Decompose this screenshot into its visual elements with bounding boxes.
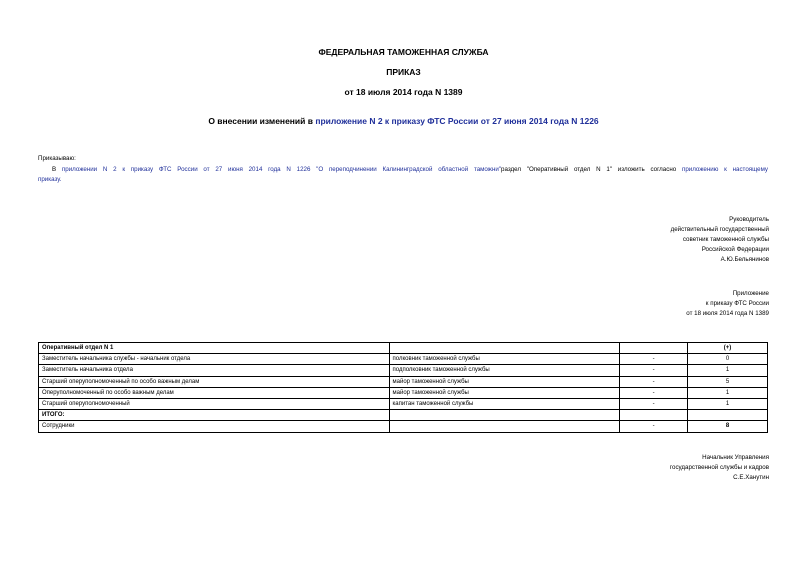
footer-signature-line: государственной службы и кадров — [669, 464, 769, 471]
table-cell: Сотрудники — [39, 421, 390, 432]
document-title — [0, 116, 807, 126]
order-word: Приказываю: — [38, 155, 76, 162]
table-cell — [620, 410, 688, 421]
document-date-number: от 18 июля 2014 года N 1389 — [344, 87, 463, 97]
table-cell: Заместитель начальника отдела — [39, 365, 390, 376]
signature-block — [469, 215, 769, 265]
table-cell: майор таможенной службы — [389, 387, 620, 398]
table-cell: ИТОГО: — [39, 410, 390, 421]
table-cell: - — [620, 354, 688, 365]
table-row — [39, 354, 768, 365]
title-link[interactable]: приложение N 2 к приказу ФТС России от 27 июня 2014 года N 1226 — [315, 116, 599, 126]
table-cell: 1 — [688, 398, 768, 409]
table-cell: майор таможенной службы — [389, 376, 620, 387]
paragraph-link-appendix2[interactable]: приложении N 2 к приказу ФТС России от 27 июня 2014 года N 1226 "О переподчинении Калининградской областной таможни" — [61, 166, 502, 173]
table-cell: Оперуполномоченный по особо важным делам — [39, 387, 390, 398]
table-cell: Заместитель начальника службы - начальник отдела — [39, 354, 390, 365]
order-paragraph-line1 — [38, 165, 768, 175]
table-cell: 5 — [688, 376, 768, 387]
table-header-row — [39, 343, 768, 354]
table-cell: - — [620, 387, 688, 398]
agency-name: ФЕДЕРАЛЬНАЯ ТАМОЖЕННАЯ СЛУЖБА — [318, 47, 489, 57]
table-cell: подполковник таможенной службы — [389, 365, 620, 376]
signature-line: Российской Федерации — [701, 246, 769, 253]
table-cell: полковник таможенной службы — [389, 354, 620, 365]
table-cell: Старший оперуполномоченный — [39, 398, 390, 409]
order-paragraph-line2 — [38, 175, 768, 185]
table-cell: - — [620, 421, 688, 432]
appendix-block — [469, 289, 769, 319]
table-cell — [389, 421, 620, 432]
table-cell — [389, 343, 620, 354]
table-cell — [389, 410, 620, 421]
footer-signature-line: С.Е.Ханутин — [733, 474, 769, 481]
signature-line: советник таможенной службы — [682, 236, 769, 243]
table-cell: 0 — [688, 354, 768, 365]
table-cell: - — [620, 398, 688, 409]
appendix-line: от 18 июля 2014 года N 1389 — [686, 310, 769, 317]
title-prefix: О внесении изменений в — [208, 116, 316, 126]
table-total-label-row — [39, 410, 768, 421]
table-row — [39, 387, 768, 398]
signature-line: Руководитель — [729, 216, 769, 223]
paragraph-link-order[interactable]: приказу. — [38, 176, 62, 183]
table-cell: - — [620, 376, 688, 387]
table-cell — [688, 410, 768, 421]
table-cell — [620, 343, 688, 354]
table-cell: 1 — [688, 365, 768, 376]
table-cell: (+) — [688, 343, 768, 354]
table-cell: Старший оперуполномоченный по особо важным делам — [39, 376, 390, 387]
footer-signature-block — [469, 453, 769, 483]
paragraph-start: В — [52, 166, 62, 173]
signature-line: действительный государственный — [670, 226, 769, 233]
table-row — [39, 398, 768, 409]
footer-signature-line: Начальник Управления — [702, 454, 769, 461]
table-cell: Оперативный отдел N 1 — [39, 343, 390, 354]
document-type: ПРИКАЗ — [386, 67, 421, 77]
table-cell: 8 — [688, 421, 768, 432]
staff-table — [38, 342, 768, 433]
table-cell: 1 — [688, 387, 768, 398]
table-cell: капитан таможенной службы — [389, 398, 620, 409]
table-row — [39, 365, 768, 376]
appendix-line: Приложение — [732, 290, 769, 297]
signature-line: А.Ю.Бельянинов — [720, 256, 769, 263]
table-row — [39, 376, 768, 387]
table-cell: - — [620, 365, 688, 376]
appendix-line: к приказу ФТС России — [705, 300, 769, 307]
paragraph-link-appendix[interactable]: приложению к настоящему — [681, 166, 768, 173]
order-paragraph — [38, 165, 768, 185]
table-total-row — [39, 421, 768, 432]
paragraph-middle: раздел "Оперативный отдел N 1" изложить согласно — [501, 166, 682, 173]
